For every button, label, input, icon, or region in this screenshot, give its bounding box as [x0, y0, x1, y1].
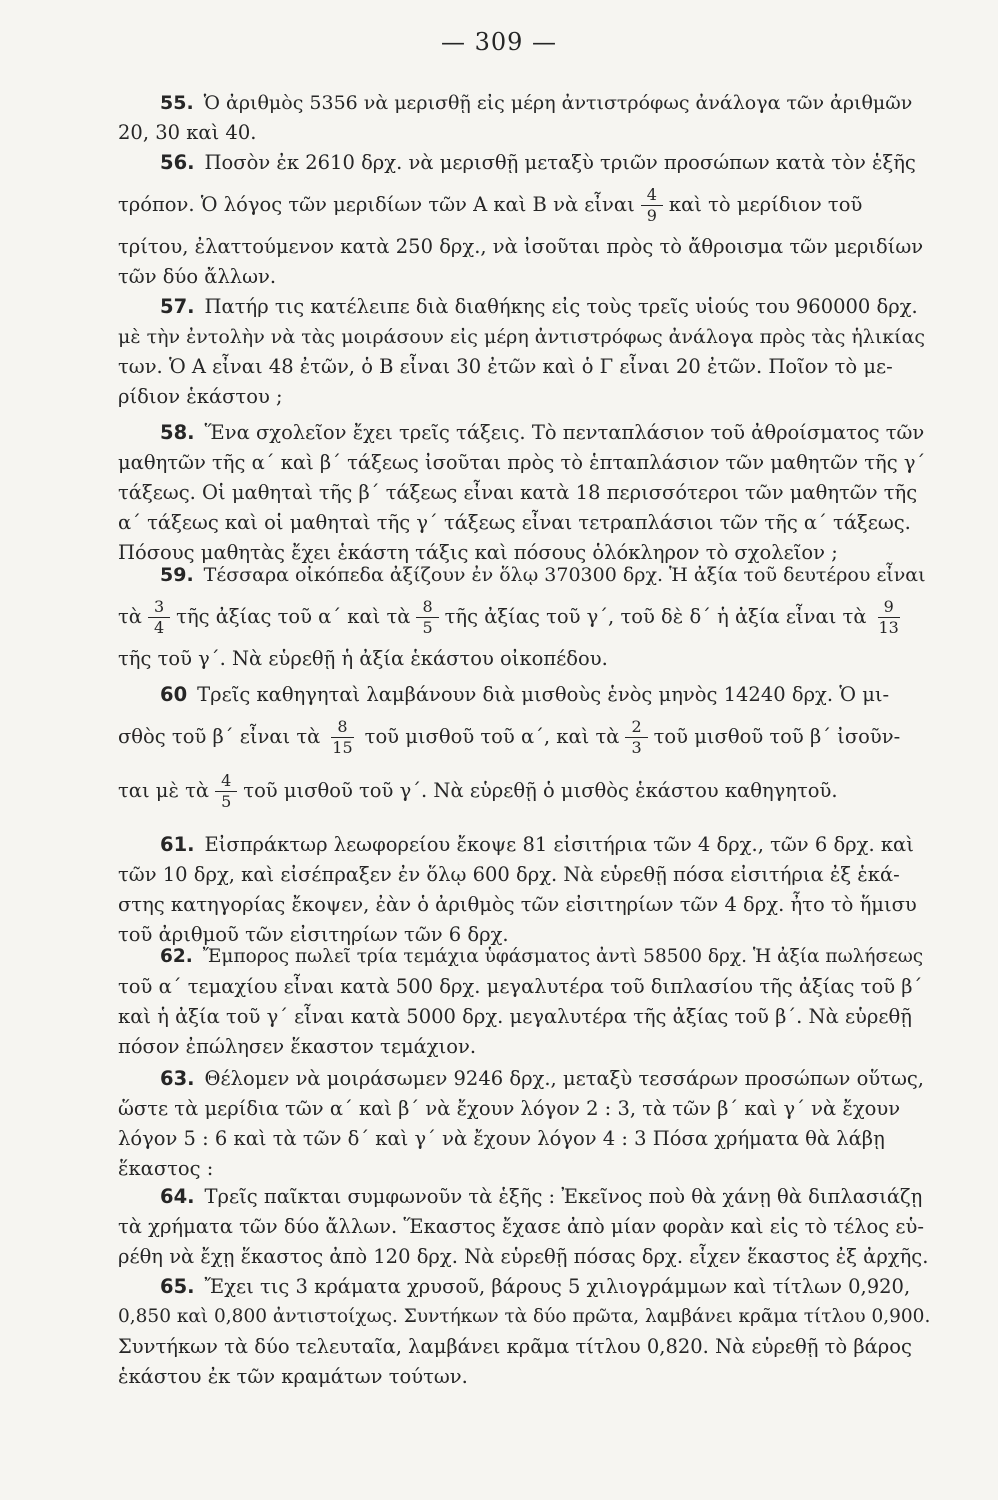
problem-line: Πόσους μαθητὰς ἔχει ἑκάστη τάξις καὶ πόσους ὁλόκληρον τὸ σχολεῖον ;	[118, 541, 838, 564]
problem-line: μὲ τὴν ἐντολὴν νὰ τὰς μοιράσουν εἰς μέρη ἀντιστρόφως ἀνάλογα πρὸς τὰς ἡλικίας	[118, 326, 926, 348]
problem-line	[118, 1272, 930, 1302]
fraction	[148, 596, 170, 637]
problem-line	[118, 680, 930, 710]
problem-line	[118, 830, 930, 860]
problem-line: τοῦ α΄ τεμαχίου εἶναι κατὰ 500 δρχ. μεγαλυτέρα τοῦ διπλασίου τῆς ἀξίας τοῦ β΄	[118, 975, 923, 998]
problem-number: 62.	[160, 946, 193, 967]
denominator: 5	[221, 791, 232, 811]
problem-line: α΄ τάξεως καὶ οἱ μαθηταὶ τῆς γ΄ τάξεως εἶναι τετραπλάσιοι τῶν τῆς α΄ τάξεως.	[118, 511, 911, 534]
problem-line	[118, 148, 930, 178]
denominator: 9	[646, 205, 657, 225]
problem-line: των. Ὁ Α εἶναι 48 ἐτῶν, ὁ Β εἶναι 30 ἐτῶν καὶ ὁ Γ εἶναι 20 ἐτῶν. Ποῖον τὸ με-	[118, 355, 893, 378]
problem-line: 0,850 καὶ 0,800 ἀντιστοίχως. Συντήκων τὰ δύο πρῶτα, λαμβάνει κρᾶμα τίτλου 0,900.	[118, 1306, 931, 1327]
problem-56	[118, 148, 930, 292]
problem-line: 20, 30 καὶ 40.	[118, 121, 257, 144]
problem-line	[118, 764, 930, 818]
problem-line	[118, 560, 930, 590]
problem-line: τῆς τοῦ γ΄. Νὰ εὑρεθῇ ἡ ἀξία ἑκάστου οἰκοπέδου.	[118, 647, 608, 670]
problem-text: τρόπον. Ὁ λόγος τῶν μεριδίων τῶν Α καὶ Β νὰ εἶναι	[118, 193, 635, 216]
fraction	[625, 716, 647, 757]
problem-line: λόγον 5 : 6 καὶ τὰ τῶν δ΄ καὶ γ΄ νὰ ἔχουν λόγον 4 : 3 Πόσα χρήματα θὰ λάβῃ	[118, 1127, 885, 1150]
problem-text: Εἰσπράκτωρ λεωφορείου ἔκοψε 81 εἰσιτήρια τῶν 4 δρχ., τῶν 6 δρχ. καὶ	[204, 833, 914, 856]
problem-text: τῆς ἀξίας τοῦ α΄ καὶ τὰ	[176, 605, 411, 628]
problem-text: Τρεῖς παῖκται συμφωνοῦν τὰ ἑξῆς : Ἐκεῖνος ποὺ θὰ χάνῃ θὰ διπλασιάζῃ	[204, 1185, 923, 1208]
problem-text: τὰ	[118, 605, 142, 628]
problem-line	[118, 1064, 930, 1094]
problem-number: 57.	[160, 295, 195, 318]
problem-number: 63.	[160, 1067, 195, 1090]
problem-58	[118, 418, 930, 568]
denominator: 15	[332, 737, 353, 757]
fraction	[873, 596, 905, 637]
problem-text: ται μὲ τὰ	[118, 779, 210, 802]
problem-59	[118, 560, 930, 674]
problem-number: 65.	[160, 1275, 195, 1298]
problem-line: τάξεως. Οἱ μαθηταὶ τῆς β΄ τάξεως εἶναι κατὰ 18 περισσότεροι τῶν μαθητῶν τῆς	[118, 481, 918, 504]
numerator: 9	[878, 599, 900, 618]
problem-line	[118, 292, 930, 322]
fraction	[326, 716, 358, 757]
numerator: 2	[625, 719, 647, 738]
problem-line: στης κατηγορίας ἔκοψεν, ἐὰν ὁ ἀριθμὸς τῶν εἰσιτηρίων τῶν 4 δρχ. ἦτο τὸ ἥμισυ	[118, 893, 917, 916]
fraction	[215, 770, 237, 811]
numerator: 4	[641, 187, 663, 206]
problem-57	[118, 292, 930, 412]
problem-line: καὶ ἡ ἀξία τοῦ γ΄ εἶναι κατὰ 5000 δρχ. μεγαλυτέρα τῆς ἀξίας τοῦ β΄. Νὰ εὑρεθῇ	[118, 1005, 912, 1028]
problem-text: Τέσσαρα οἰκόπεδα ἀξίζουν ἐν ὅλῳ 370300 δρχ. Ἡ ἀξία τοῦ δευτέρου εἶναι	[203, 564, 926, 586]
problem-line: μαθητῶν τῆς α΄ καὶ β΄ τάξεως ἰσοῦται πρὸς τὸ ἑπταπλάσιον τῶν μαθητῶν τῆς γ΄	[118, 451, 926, 474]
problem-line: τοῦ ἀριθμοῦ τῶν εἰσιτηρίων τῶν 6 δρχ.	[118, 923, 509, 946]
problem-line: ἑκάστου ἐκ τῶν κραμάτων τούτων.	[118, 1365, 468, 1388]
numerator: 3	[148, 599, 170, 618]
problem-line: ρίδιον ἑκάστου ;	[118, 385, 283, 408]
problem-text: τῆς ἀξίας τοῦ γ΄, τοῦ δὲ δ΄ ἡ ἀξία εἶναι τὰ	[444, 605, 867, 628]
fraction	[416, 596, 438, 637]
problem-line	[118, 88, 930, 118]
problem-number: 59.	[160, 564, 194, 586]
problem-line: τῶν δύο ἄλλων.	[118, 265, 277, 288]
problem-text: Ἔμπορος πωλεῖ τρία τεμάχια ὑφάσματος ἀντὶ 58500 δρχ. Ἡ ἀξία πωλήσεως	[202, 946, 924, 967]
problem-number: 55.	[160, 92, 194, 114]
problem-text: Θέλομεν νὰ μοιράσωμεν 9246 δρχ., μεταξὺ τεσσάρων προσώπων οὕτως,	[204, 1067, 924, 1090]
problem-text: τοῦ μισθοῦ τοῦ γ΄. Νὰ εὑρεθῇ ὁ μισθὸς ἑκάστου καθηγητοῦ.	[243, 779, 838, 802]
problem-line	[118, 178, 930, 232]
problem-line: Συντήκων τὰ δύο τελευταῖα, λαμβάνει κρᾶμα τίτλου 0,820. Νὰ εὑρεθῇ τὸ βάρος	[118, 1335, 912, 1358]
problem-line: τρίτου, ἐλαττούμενον κατὰ 250 δρχ., νὰ ἰσοῦται πρὸς τὸ ἄθροισμα τῶν μεριδίων	[118, 235, 924, 258]
numerator: 4	[215, 773, 237, 792]
problem-64	[118, 1182, 930, 1272]
problem-text: Ποσὸν ἐκ 2610 δρχ. νὰ μερισθῇ μεταξὺ τριῶν προσώπων κατὰ τὸν ἑξῆς	[204, 151, 916, 174]
page-number: — 309 —	[440, 28, 558, 56]
problem-line: τῶν 10 δρχ, καὶ εἰσέπραξεν ἐν ὅλῳ 600 δρχ. Νὰ εὑρεθῇ πόσα εἰσιτήρια ἐξ ἑκά-	[118, 863, 900, 886]
problem-line	[118, 1182, 930, 1212]
numerator: 8	[331, 719, 353, 738]
problem-line: τὰ χρήματα τῶν δύο ἄλλων. Ἕκαστος ἔχασε ἀπὸ μίαν φορὰν καὶ εἰς τὸ τέλος εὑ-	[118, 1215, 924, 1238]
problem-text: Τρεῖς καθηγηταὶ λαμβάνουν διὰ μισθοὺς ἑνὸς μηνὸς 14240 δρχ. Ὁ μι-	[197, 683, 890, 706]
problem-61	[118, 830, 930, 950]
problem-number: 58.	[160, 421, 195, 444]
problem-63	[118, 1064, 930, 1184]
problem-62	[118, 942, 930, 1062]
problem-line	[118, 710, 930, 764]
problem-text: Ὁ ἀριθμὸς 5356 νὰ μερισθῇ εἰς μέρη ἀντιστρόφως ἀνάλογα τῶν ἀριθμῶν	[203, 92, 913, 114]
problem-65	[118, 1272, 930, 1392]
problem-number: 64.	[160, 1185, 195, 1208]
problem-60	[118, 680, 930, 818]
problem-text: καὶ τὸ μερίδιον τοῦ	[668, 193, 863, 216]
denominator: 5	[422, 617, 433, 637]
problem-number: 61.	[160, 833, 195, 856]
problem-line: πόσον ἐπώλησεν ἕκαστον τεμάχιον.	[118, 1035, 477, 1058]
fraction	[641, 184, 663, 225]
numerator: 8	[416, 599, 438, 618]
denominator: 13	[878, 617, 899, 637]
problem-line	[118, 942, 930, 972]
denominator: 3	[631, 737, 642, 757]
problem-line: ὥστε τὰ μερίδια τῶν α΄ καὶ β΄ νὰ ἔχουν λόγον 2 : 3, τὰ τῶν β΄ καὶ γ΄ νὰ ἔχουν	[118, 1097, 901, 1120]
problem-text: τοῦ μισθοῦ τοῦ β΄ ἰσοῦν-	[653, 725, 901, 748]
problem-text: Ἕνα σχολεῖον ἔχει τρεῖς τάξεις. Τὸ πενταπλάσιον τοῦ ἀθροίσματος τῶν	[204, 421, 925, 444]
problem-text: Ἔχει τις 3 κράματα χρυσοῦ, βάρους 5 χιλιογράμμων καὶ τίτλων 0,920,	[204, 1275, 911, 1298]
problem-text: σθὸς τοῦ β΄ εἶναι τὰ	[118, 725, 321, 748]
problem-line	[118, 590, 930, 644]
problem-line	[118, 418, 930, 448]
problem-text: Πατήρ τις κατέλειπε διὰ διαθήκης εἰς τοὺς τρεῖς υἱούς του 960000 δρχ.	[204, 295, 918, 318]
denominator: 4	[153, 617, 165, 637]
problem-number: 60	[160, 683, 188, 706]
problem-line: ἕκαστος :	[118, 1157, 214, 1180]
problem-55	[118, 88, 930, 148]
problem-line: ρέθη νὰ ἔχῃ ἕκαστος ἀπὸ 120 δρχ. Νὰ εὑρεθῇ πόσας δρχ. εἶχεν ἕκαστος ἐξ ἀρχῆς.	[118, 1245, 929, 1268]
problem-text: τοῦ μισθοῦ τοῦ α΄, καὶ τὰ	[364, 725, 620, 748]
problem-number: 56.	[160, 151, 195, 174]
